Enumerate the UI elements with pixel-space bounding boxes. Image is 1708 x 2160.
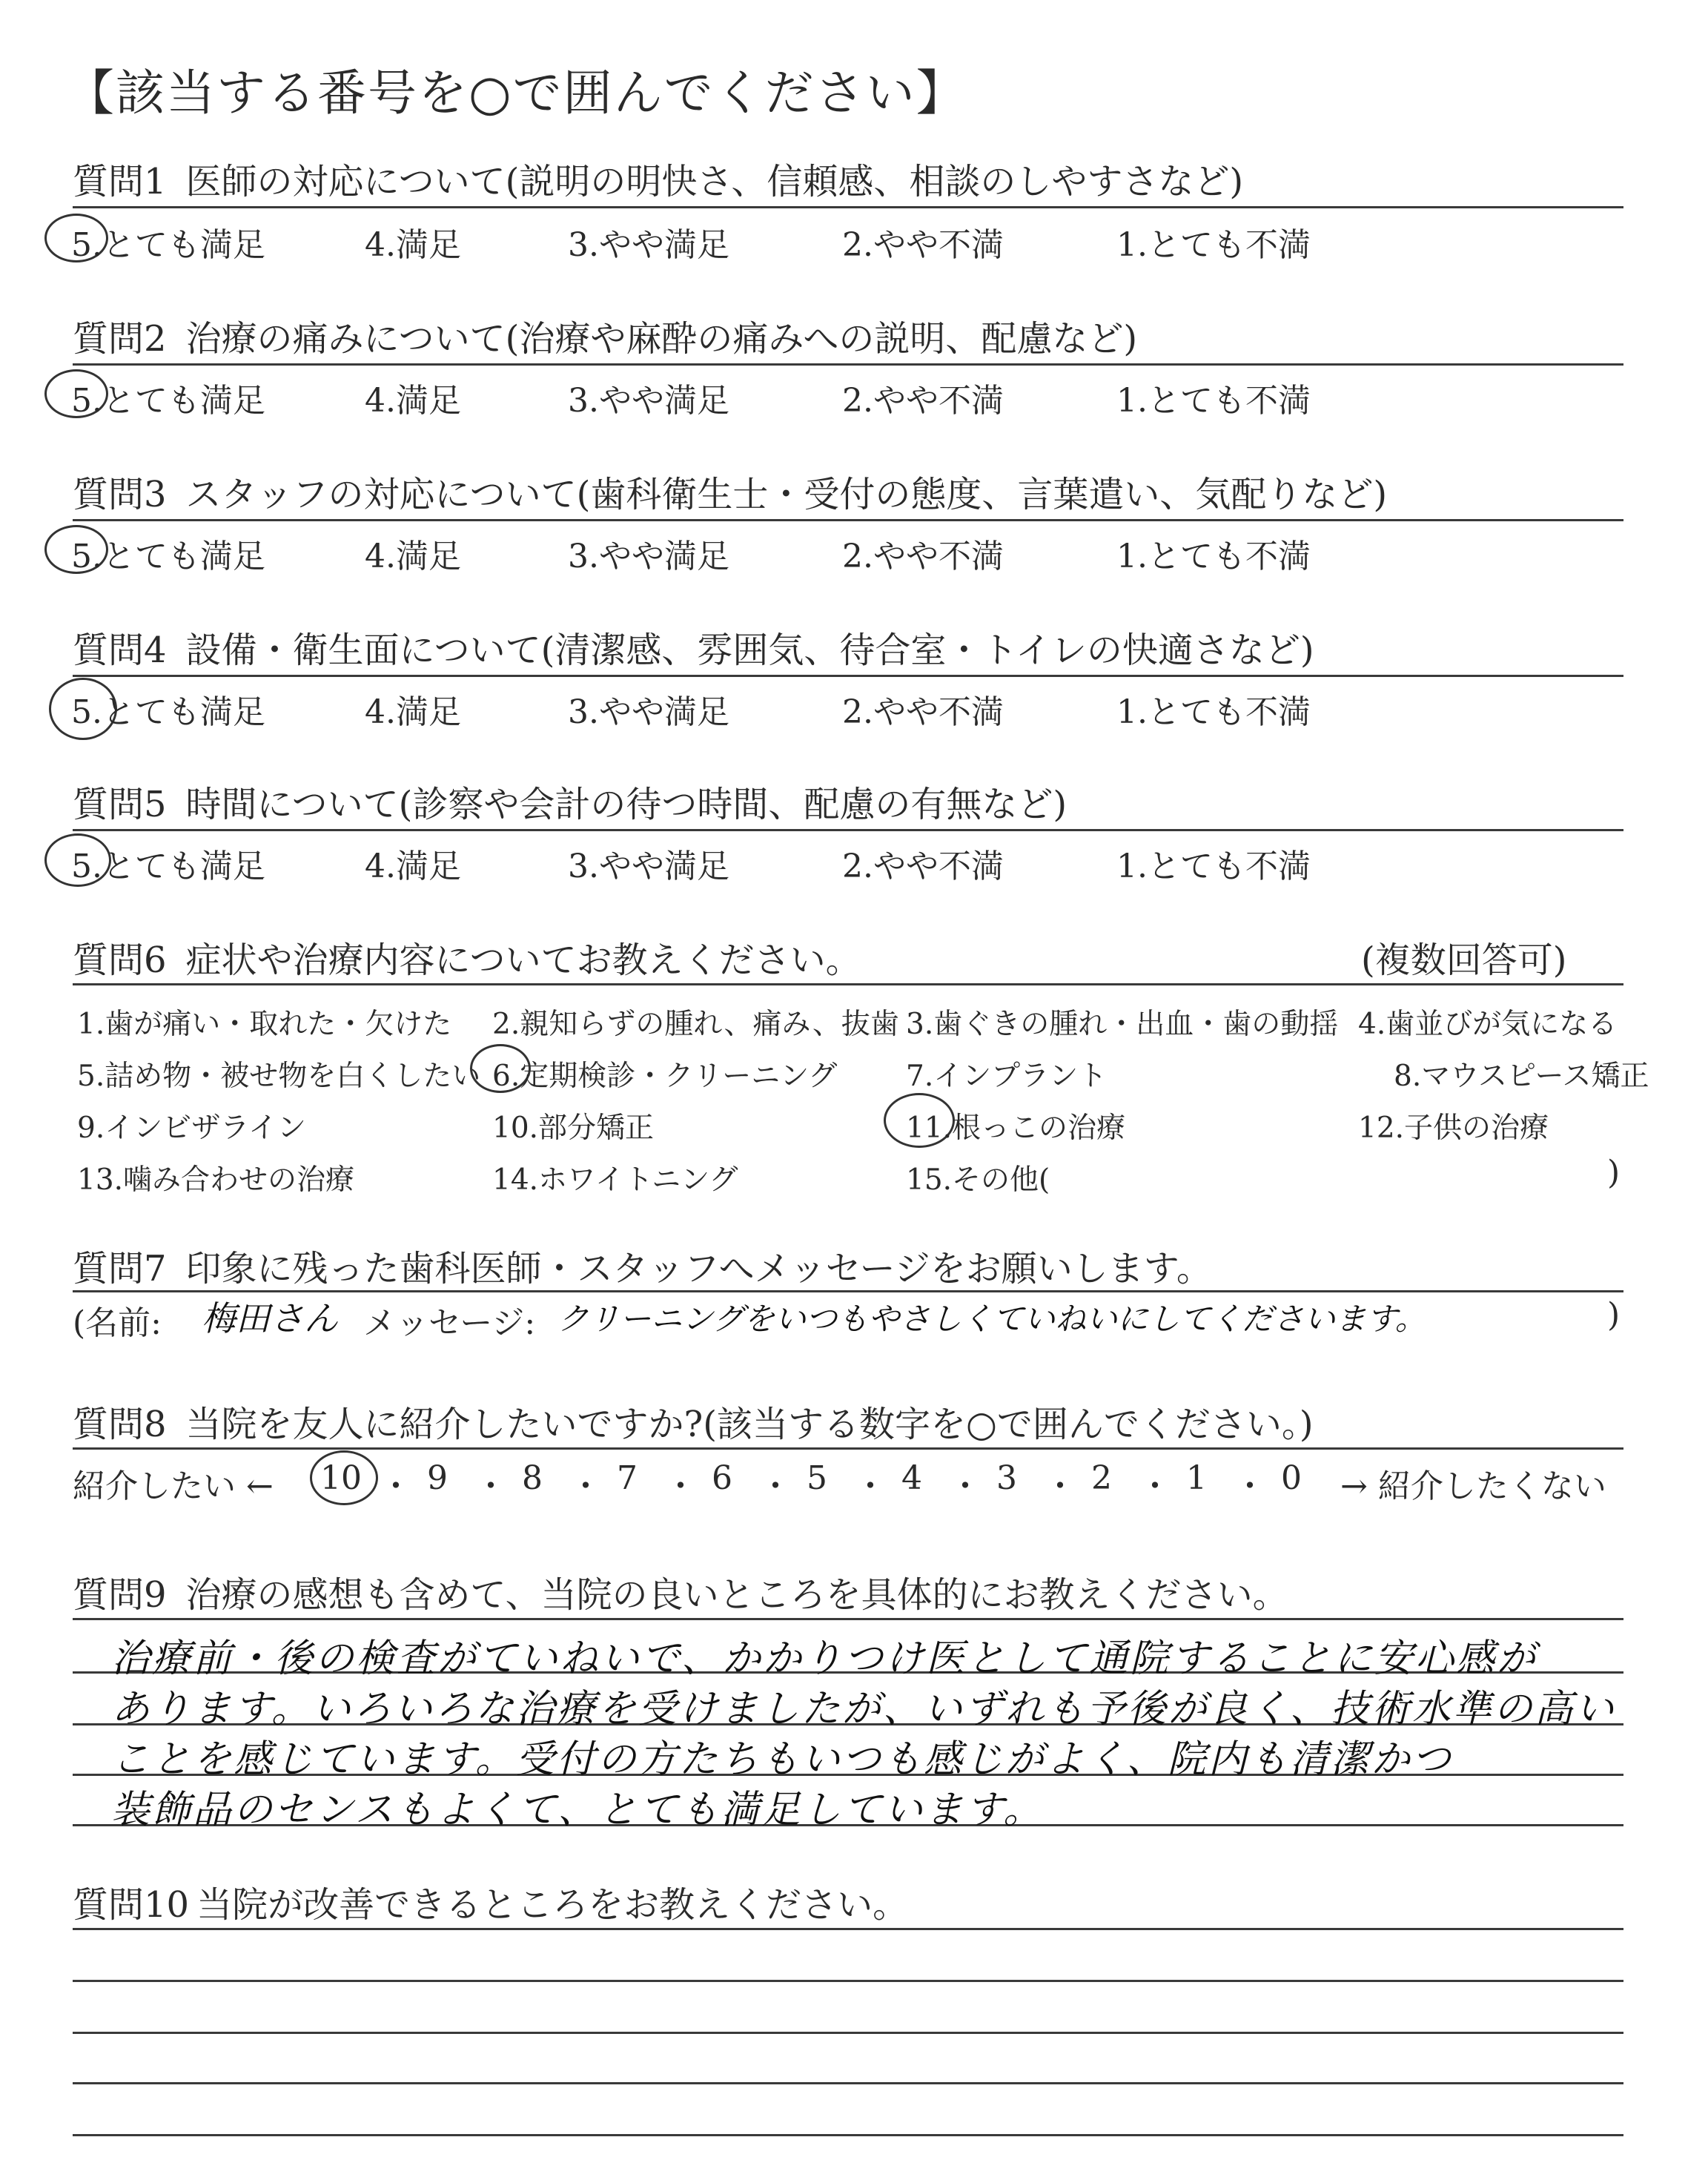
question-6-number: 質問6 [73, 939, 167, 981]
q9-answer-line-2[interactable]: あります。いろいろな治療を受けましたが、いずれも予後が良く、技術水準の高い [111, 1687, 1616, 1731]
q8-scale-3[interactable]: 3 [996, 1459, 1017, 1497]
q6-item-4[interactable]: 4.歯並びが気になる [1358, 1008, 1618, 1041]
q5-option-4[interactable]: 4.満足 [365, 848, 461, 885]
q3-option-1[interactable]: 1.とても不満 [1116, 538, 1311, 575]
question-3-title [73, 466, 1387, 517]
form-header: 【該当する番号を○で囲んでください】 [65, 65, 967, 122]
q3-option-5[interactable]: 5.とても満足 [71, 538, 265, 575]
q2-option-4[interactable]: 4.満足 [365, 382, 461, 420]
q2-option-5[interactable]: 5.とても満足 [71, 382, 265, 420]
q1-option-2[interactable]: 2.やや不満 [842, 226, 1004, 264]
q7-close-paren: ) [1607, 1296, 1621, 1334]
q8-scale-0[interactable]: 0 [1281, 1459, 1302, 1497]
q10-line-3[interactable] [73, 2032, 1623, 2034]
q5-option-1[interactable]: 1.とても不満 [1116, 848, 1311, 885]
question-8-rule [73, 1447, 1623, 1450]
q6-item-7[interactable]: 7.インプラント [906, 1060, 1108, 1093]
q1-option-4[interactable]: 4.満足 [365, 226, 461, 264]
q2-option-3[interactable]: 3.やや満足 [568, 382, 729, 420]
q8-scale-separator: ・ [664, 1467, 697, 1505]
question-6-text: 症状や治療内容についてお教えください。 [185, 939, 861, 981]
question-7-number: 質問7 [73, 1248, 167, 1289]
q9-answer-line-4[interactable]: 装飾品のセンスもよくて、とても満足しています。 [111, 1788, 1045, 1832]
q6-item-15-close: ) [1607, 1154, 1621, 1192]
question-4-title [73, 621, 1314, 673]
question-5-number: 質問5 [73, 784, 167, 825]
q1-option-1[interactable]: 1.とても不満 [1116, 226, 1311, 264]
question-3-rule [73, 519, 1623, 521]
q8-scale-8[interactable]: 8 [522, 1459, 543, 1497]
q5-option-2[interactable]: 2.やや不満 [842, 848, 1004, 885]
q4-option-5[interactable]: 5.とても満足 [71, 693, 265, 731]
question-2-number: 質問2 [73, 318, 167, 360]
q2-option-1[interactable]: 1.とても不満 [1116, 382, 1311, 420]
question-5-text: 時間について(診察や会計の待つ時間、配慮の有無など) [185, 784, 1068, 825]
q10-line-5[interactable] [73, 2134, 1623, 2136]
question-4-rule [73, 675, 1623, 677]
q6-item-10[interactable]: 10.部分矯正 [492, 1112, 655, 1145]
q4-option-3[interactable]: 3.やや満足 [568, 693, 729, 731]
q7-name-label: (名前: [73, 1304, 162, 1342]
q8-scale-10[interactable]: 10 [320, 1459, 362, 1497]
q2-option-2[interactable]: 2.やや不満 [842, 382, 1004, 420]
q10-line-1[interactable] [73, 1928, 1623, 1930]
q3-option-3[interactable]: 3.やや満足 [568, 538, 729, 575]
question-7-text: 印象に残った歯科医師・スタッフへメッセージをお願いします。 [185, 1248, 1212, 1289]
question-2-text: 治療の痛みについて(治療や麻酔の痛みへの説明、配慮など) [185, 318, 1138, 360]
question-2-rule [73, 363, 1623, 366]
q1-option-3[interactable]: 3.やや満足 [568, 226, 729, 264]
question-10-title [73, 1876, 908, 1927]
question-2-title [73, 310, 1137, 361]
question-10-number: 質問10 [73, 1884, 190, 1926]
q8-scale-separator: ・ [1234, 1467, 1266, 1505]
q4-option-4[interactable]: 4.満足 [365, 693, 461, 731]
q8-right-label: → 紹介したくない [1340, 1467, 1606, 1505]
q1-option-5[interactable]: 5.とても満足 [71, 226, 265, 264]
question-1-rule [73, 206, 1623, 208]
q8-scale-7[interactable]: 7 [617, 1459, 638, 1497]
q6-item-11[interactable]: 11.根っこの治療 [906, 1112, 1126, 1145]
q6-item-13[interactable]: 13.噛み合わせの治療 [77, 1163, 355, 1197]
q8-scale-5[interactable]: 5 [807, 1459, 827, 1497]
question-9-text: 治療の感想も含めて、当院の良いところを具体的にお教えください。 [185, 1574, 1288, 1616]
q9-line-1 [73, 1618, 1623, 1620]
q10-line-4[interactable] [73, 2082, 1623, 2084]
q8-scale-9[interactable]: 9 [427, 1459, 448, 1497]
q6-item-6[interactable]: 6.定期検診・クリーニング [492, 1060, 838, 1093]
q8-scale-separator: ・ [474, 1467, 507, 1505]
q7-name-value[interactable]: 梅田さん [202, 1298, 338, 1338]
q9-answer-line-3[interactable]: ことを感じています。受付の方たちもいつも感じがよく、院内も清潔かつ [111, 1737, 1453, 1782]
q6-item-5[interactable]: 5.詰め物・被せ物を白くしたい [77, 1060, 481, 1093]
q8-scale-separator: ・ [949, 1467, 982, 1505]
question-3-number: 質問3 [73, 474, 167, 515]
q8-scale-separator: ・ [759, 1467, 792, 1505]
q10-line-2[interactable] [73, 1980, 1623, 1982]
question-6-note: (複数回答可) [1361, 939, 1567, 981]
question-1-title [73, 153, 1243, 204]
q4-option-2[interactable]: 2.やや不満 [842, 693, 1004, 731]
q7-message-label: メッセージ: [363, 1304, 536, 1342]
question-5-title [73, 776, 1067, 827]
question-4-number: 質問4 [73, 630, 167, 671]
q3-option-2[interactable]: 2.やや不満 [842, 538, 1004, 575]
q8-scale-separator: ・ [569, 1467, 602, 1505]
q6-item-1[interactable]: 1.歯が痛い・取れた・欠けた [77, 1008, 452, 1041]
q4-option-1[interactable]: 1.とても不満 [1116, 693, 1311, 731]
question-1-text: 医師の対応について(説明の明快さ、信頼感、相談のしやすさなど) [185, 161, 1244, 202]
q6-item-8[interactable]: 8.マウスピース矯正 [1394, 1060, 1649, 1093]
question-8-title [73, 1396, 1314, 1447]
q8-scale-separator: ・ [1139, 1467, 1171, 1505]
question-6-title [73, 931, 861, 982]
q8-scale-separator: ・ [854, 1467, 887, 1505]
question-8-number: 質問8 [73, 1404, 167, 1445]
q7-message-value[interactable]: クリーニングをいつもやさしくていねいにしてくださいます。 [557, 1301, 1426, 1337]
q9-answer-line-1[interactable]: 治療前・後の検査がていねいで、かかりつけ医として通院することに安心感が [111, 1636, 1537, 1681]
q6-item-9[interactable]: 9.インビザライン [77, 1112, 307, 1145]
q6-item-3[interactable]: 3.歯ぐきの腫れ・出血・歯の動揺 [906, 1008, 1339, 1041]
question-5-rule [73, 829, 1623, 831]
question-10-text: 当院が改善できるところをお教えください。 [196, 1884, 909, 1926]
q8-scale-separator: ・ [1044, 1467, 1076, 1505]
q8-left-label: 紹介したい ← [73, 1467, 274, 1505]
q8-scale-4[interactable]: 4 [901, 1459, 922, 1497]
q8-scale-6[interactable]: 6 [712, 1459, 732, 1497]
q8-scale-1[interactable]: 1 [1186, 1459, 1207, 1497]
q6-item-12[interactable]: 12.子供の治療 [1358, 1112, 1549, 1145]
question-1-number: 質問1 [73, 161, 167, 202]
question-8-text: 当院を友人に紹介したいですか?(該当する数字を○で囲んでください。) [185, 1404, 1314, 1445]
q5-option-5[interactable]: 5.とても満足 [71, 848, 265, 885]
q6-item-14[interactable]: 14.ホワイトニング [492, 1163, 738, 1197]
q6-item-15[interactable]: 15.その他( [906, 1163, 1050, 1197]
q8-scale-separator: ・ [380, 1467, 412, 1505]
question-7-title [73, 1240, 1212, 1291]
q8-scale-2[interactable]: 2 [1091, 1459, 1112, 1497]
question-9-title [73, 1566, 1288, 1617]
question-9-number: 質問9 [73, 1574, 167, 1616]
q5-option-3[interactable]: 3.やや満足 [568, 848, 729, 885]
question-4-text: 設備・衛生面について(清潔感、雰囲気、待合室・トイレの快適さなど) [185, 630, 1314, 671]
question-6-rule [73, 983, 1623, 985]
q3-option-4[interactable]: 4.満足 [365, 538, 461, 575]
question-3-text: スタッフの対応について(歯科衛生士・受付の態度、言葉遣い、気配りなど) [185, 474, 1388, 515]
q6-item-2[interactable]: 2.親知らずの腫れ、痛み、抜歯 [492, 1008, 899, 1041]
